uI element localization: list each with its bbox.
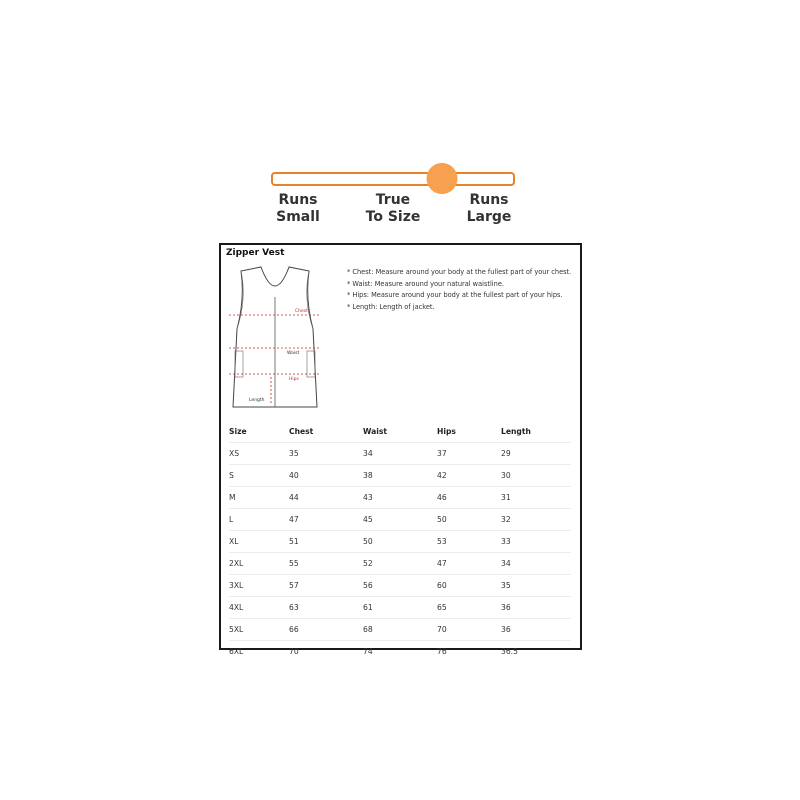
table-row bbox=[229, 443, 571, 465]
table-cell: 66 bbox=[289, 619, 363, 641]
size-chart bbox=[219, 243, 582, 656]
column-header: Length bbox=[501, 426, 531, 436]
table-cell: 46 bbox=[437, 487, 501, 509]
table-row bbox=[229, 641, 571, 663]
table-cell: 65 bbox=[437, 597, 501, 619]
table-cell: 36.5 bbox=[501, 641, 571, 663]
table-row bbox=[229, 465, 571, 487]
table-cell: 2XL bbox=[229, 553, 289, 575]
table-cell: 31 bbox=[501, 487, 571, 509]
table-cell: 30 bbox=[501, 465, 571, 487]
table-cell: M bbox=[229, 487, 289, 509]
table-cell: 50 bbox=[363, 531, 437, 553]
table-cell: 6XL bbox=[229, 641, 289, 663]
table-cell: 35 bbox=[289, 443, 363, 465]
table-cell: 47 bbox=[437, 553, 501, 575]
table-cell: 35 bbox=[501, 575, 571, 597]
table-cell: 53 bbox=[437, 531, 501, 553]
column-header: Waist bbox=[363, 426, 387, 436]
table-cell: 29 bbox=[501, 443, 571, 465]
table-cell: XL bbox=[229, 531, 289, 553]
table-cell: 36 bbox=[501, 619, 571, 641]
table-cell: 68 bbox=[363, 619, 437, 641]
note-chest: * Chest: Measure around your body at the fullest part of your chest. bbox=[347, 268, 572, 276]
column-header: Hips bbox=[437, 426, 456, 436]
table-cell: 34 bbox=[363, 443, 437, 465]
table-cell: 42 bbox=[437, 465, 501, 487]
column-header: Chest bbox=[289, 426, 314, 436]
fit-scale-indicator bbox=[426, 163, 457, 194]
table-cell: 32 bbox=[501, 509, 571, 531]
table-cell: 37 bbox=[437, 443, 501, 465]
table-cell: 56 bbox=[363, 575, 437, 597]
table-cell: 51 bbox=[289, 531, 363, 553]
diagram-label-waist: Waist bbox=[287, 351, 300, 356]
table-row bbox=[229, 487, 571, 509]
table-cell: 4XL bbox=[229, 597, 289, 619]
fit-label-true-to-size: True To Size bbox=[365, 192, 421, 225]
table-cell: 34 bbox=[501, 553, 571, 575]
diagram-label-chest: Chest bbox=[295, 309, 308, 314]
note-waist: * Waist: Measure around your natural waistline. bbox=[347, 279, 504, 288]
table-cell: 47 bbox=[289, 509, 363, 531]
table-cell: XS bbox=[229, 443, 289, 465]
vest-diagram bbox=[225, 259, 325, 415]
table-cell: 55 bbox=[289, 553, 363, 575]
table-cell: 36 bbox=[501, 597, 571, 619]
diagram-label-length: Length bbox=[249, 398, 265, 403]
table-cell: 33 bbox=[501, 531, 571, 553]
table-cell: 57 bbox=[289, 575, 363, 597]
table-cell: 40 bbox=[289, 465, 363, 487]
table-row bbox=[229, 531, 571, 553]
table-header-row bbox=[229, 420, 571, 443]
table-cell: 63 bbox=[289, 597, 363, 619]
table-cell: 45 bbox=[363, 509, 437, 531]
table-cell: 52 bbox=[363, 553, 437, 575]
table-cell: 70 bbox=[289, 641, 363, 663]
table-cell: 5XL bbox=[229, 619, 289, 641]
table-row bbox=[229, 553, 571, 575]
table-row bbox=[229, 597, 571, 619]
table-cell: 61 bbox=[363, 597, 437, 619]
note-hips: * Hips: Measure around your body at the fullest part of your hips. bbox=[347, 291, 563, 299]
measurement-notes bbox=[347, 267, 579, 313]
table-cell: 44 bbox=[289, 487, 363, 509]
column-header: Size bbox=[229, 426, 247, 436]
table-cell: 60 bbox=[437, 575, 501, 597]
table-row bbox=[229, 619, 571, 641]
fit-scale-track bbox=[271, 172, 515, 186]
table-cell: 76 bbox=[437, 641, 501, 663]
table-cell: 3XL bbox=[229, 575, 289, 597]
table-cell: S bbox=[229, 465, 289, 487]
fit-label-runs-small: Runs Small bbox=[276, 192, 320, 225]
table-row bbox=[229, 575, 571, 597]
table-cell: 43 bbox=[363, 487, 437, 509]
table-cell: 74 bbox=[363, 641, 437, 663]
table-row bbox=[229, 509, 571, 531]
table-cell: 38 bbox=[363, 465, 437, 487]
table-cell: 70 bbox=[437, 619, 501, 641]
chart-title: Zipper Vest bbox=[226, 248, 285, 258]
table-cell: L bbox=[229, 509, 289, 531]
diagram-label-hips: Hips bbox=[289, 377, 299, 382]
table-cell: 50 bbox=[437, 509, 501, 531]
note-length: * Length: Length of jacket. bbox=[347, 302, 435, 311]
fit-label-runs-large: Runs Large bbox=[466, 192, 512, 225]
size-table bbox=[229, 420, 571, 662]
